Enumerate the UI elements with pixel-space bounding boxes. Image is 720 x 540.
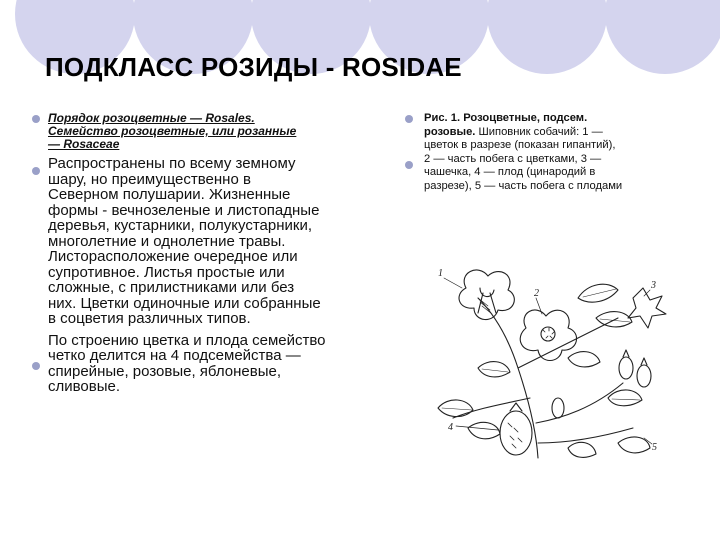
text-line: четко делится на 4 подсемейства — <box>48 347 301 364</box>
figure-label: 5 <box>652 442 657 453</box>
caption-line: 2 — часть побега с цветками, 3 — <box>424 152 602 165</box>
decor-circle <box>487 0 607 74</box>
caption-text: Шиповник собачий: 1 — <box>475 125 603 138</box>
text-line: многолетние и однолетние травы. <box>48 232 286 250</box>
family-latin-line: — Rosaceae <box>48 137 120 151</box>
text-line: формы - вечнозеленые и листопадные <box>48 201 320 219</box>
figure-caption <box>424 112 684 194</box>
text-line: них. Цветки одиночные или собранные <box>48 294 321 312</box>
order-family-item <box>48 112 393 151</box>
text-line: Северном полушарии. Жизненные <box>48 186 291 203</box>
figure-label: 2 <box>534 288 539 299</box>
rosehip-illustration <box>418 258 673 473</box>
caption-line <box>424 112 684 126</box>
text-line: Листорасположение очередное или <box>48 248 298 265</box>
distribution-paragraph <box>48 156 393 327</box>
text-line: деревья, кустарники, полукустарники, <box>48 217 313 234</box>
text-line: спирейные, розовые, яблоневые, <box>48 362 281 380</box>
order-line: Порядок розоцветные — Rosales. <box>48 111 255 125</box>
caption-line: чашечка, 4 — плод (цинародий в <box>424 166 596 179</box>
slide-title: ПОДКЛАСС РОЗИДЫ - ROSIDAE <box>45 52 462 82</box>
caption-line: цветок в разрезе (показан гипантий), <box>424 139 616 152</box>
bullet-marker <box>32 115 40 123</box>
text-line: супротивное. Листья простые или <box>48 263 285 281</box>
text-line: По строению цветка и плода семейство <box>48 331 326 349</box>
text-line: Распространены по всему земному <box>48 155 296 172</box>
left-column <box>48 112 393 395</box>
text-line: сложные, с прилистниками или без <box>48 279 295 296</box>
bullet-marker <box>405 161 413 169</box>
caption-bold: розовые. <box>424 125 476 138</box>
bullet-marker <box>405 115 413 123</box>
caption-line: разрезе), 5 — часть побега с плодами <box>424 179 623 192</box>
figure-label: 1 <box>438 268 443 279</box>
text-line: сливовые. <box>48 378 121 395</box>
figure-label: 4 <box>448 422 453 433</box>
bullet-marker <box>32 167 40 175</box>
text-line: в соцветия различных типов. <box>48 310 251 327</box>
text-line: шару, но преимущественно в <box>48 170 251 188</box>
subfamilies-paragraph <box>48 333 393 395</box>
family-line: Семейство розоцветные, или розанные <box>48 124 297 138</box>
caption-line <box>424 126 684 140</box>
caption-bold: Рис. 1. Розоцветные, подсем. <box>424 112 588 124</box>
decor-circle <box>605 0 720 74</box>
bullet-marker <box>32 362 40 370</box>
figure-label: 3 <box>651 280 656 291</box>
